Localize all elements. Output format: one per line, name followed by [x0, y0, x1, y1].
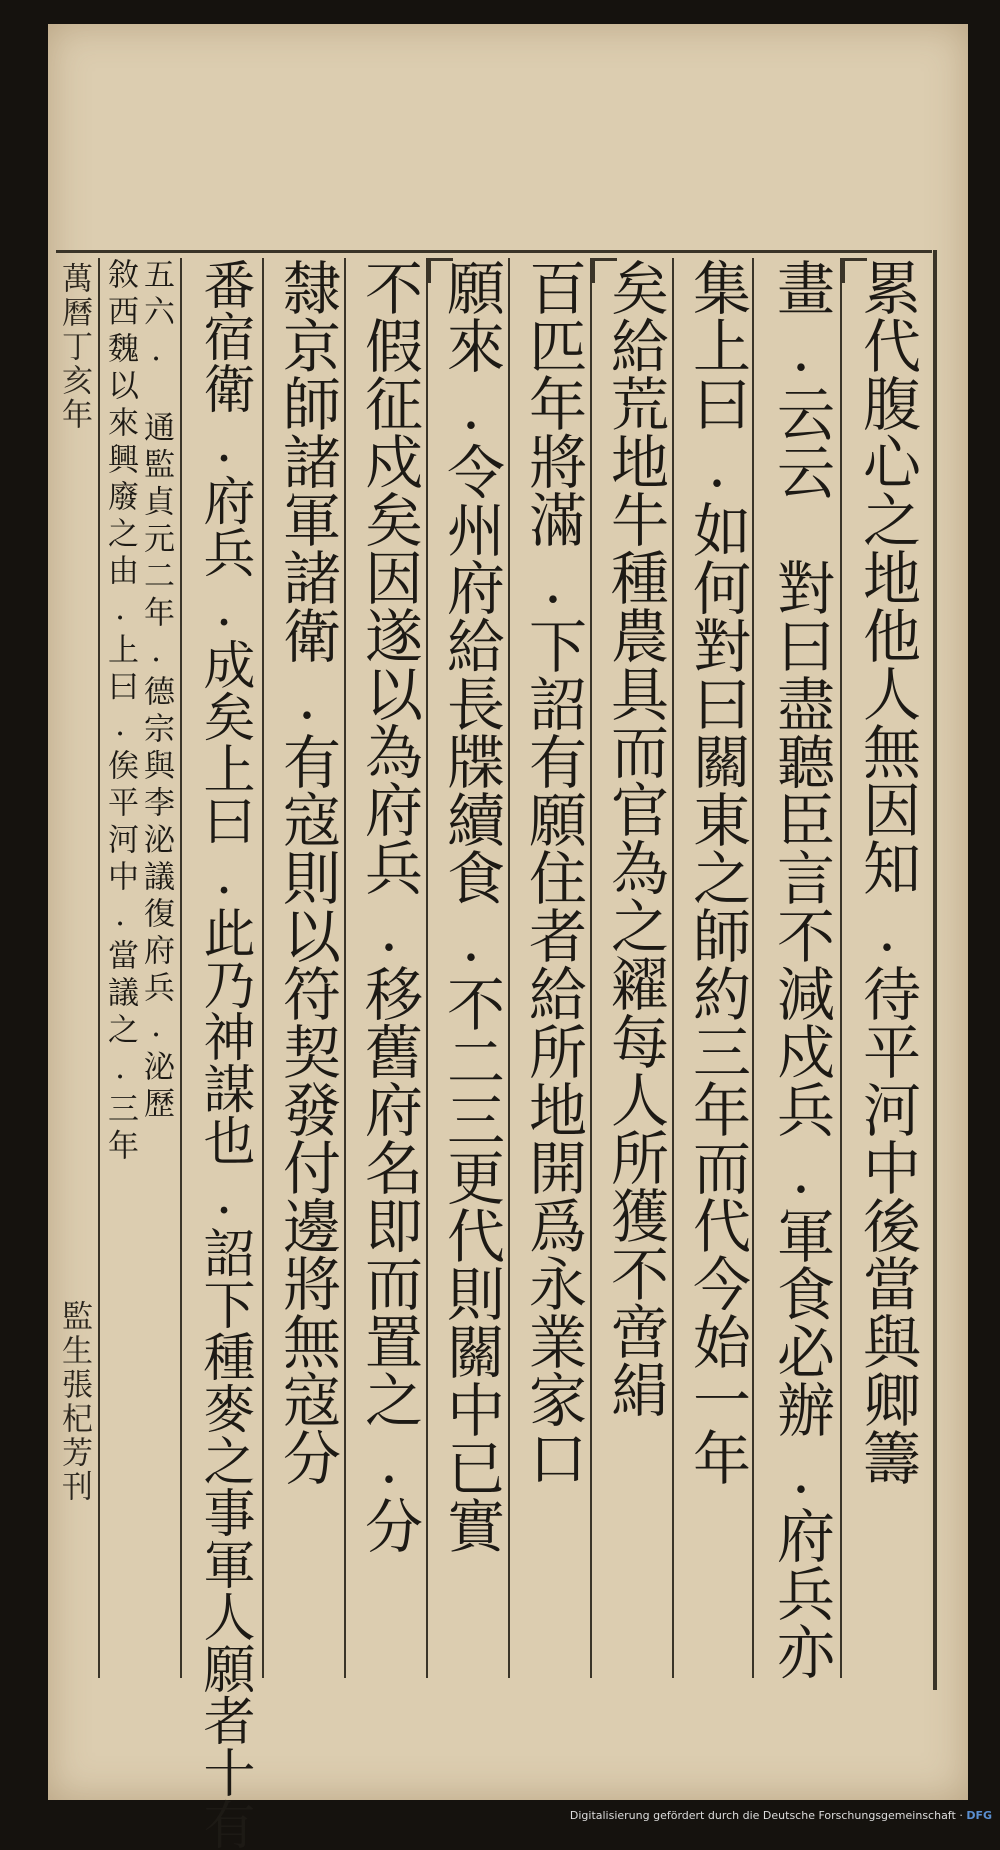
text-column-3: 集上曰.如何對曰關東之師約三年而代今始一年	[683, 258, 751, 1486]
margin-note: 監生張杞芳刊	[56, 1300, 92, 1504]
text-column-7: 不假征戍矣因遂以為府兵.移舊府名即而置之.分	[355, 258, 423, 1554]
column-rule	[98, 258, 100, 1678]
column-rule	[672, 258, 674, 1678]
digitization-credit: Digitalisierung gefördert durch die Deutsche Forschungsgemeinschaft · DFG	[569, 1809, 992, 1822]
text-column-8: 隸京師諸軍諸衛.有寇則以符契發付邊將無寇分	[273, 258, 341, 1486]
annotation-column-1: 五六. 通監貞元二年.德宗與李泌議復府兵.泌歷	[138, 258, 174, 1124]
credit-text: Digitalisierung gefördert durch die Deutsche Forschungsgemeinschaft	[569, 1809, 956, 1822]
text-column-1: 累代腹心之地他人無因知.待平河中後當與卿籌	[853, 258, 921, 1486]
text-column-9: 番宿衛.府兵.成矣上曰.此乃神謀也.詔下種麥之事軍人願者十有	[194, 258, 254, 1850]
column-rule	[344, 258, 346, 1678]
text-column-6: 願來.令州府給長牒續食.不二三更代則關中已實	[437, 258, 505, 1554]
text-column-5: 百匹年將滿.下詔有願住者給所地開爲永業家口	[519, 258, 587, 1486]
dfg-badge: DFG	[966, 1809, 992, 1822]
column-rule	[508, 258, 510, 1678]
column-rule	[752, 258, 754, 1678]
annotation-column-2: 敘西魏以來興廢之由.上曰.俟平河中.當議之.三年	[102, 258, 138, 1166]
text-column-4: 矣給荒地牛種農具而官為之糴每人所獲不啻絹	[601, 258, 669, 1418]
column-rule	[840, 258, 842, 1678]
column-rule	[180, 258, 182, 1678]
margin-title: 萬曆丁亥年	[56, 262, 92, 432]
column-rule	[426, 258, 428, 1678]
column-rule	[262, 258, 264, 1678]
column-rule	[590, 258, 592, 1678]
frame-right-border	[933, 250, 937, 1690]
text-column-2: 畫.云云 對曰盡聽臣言不減戍兵.軍食必辦.府兵亦	[767, 258, 835, 1680]
